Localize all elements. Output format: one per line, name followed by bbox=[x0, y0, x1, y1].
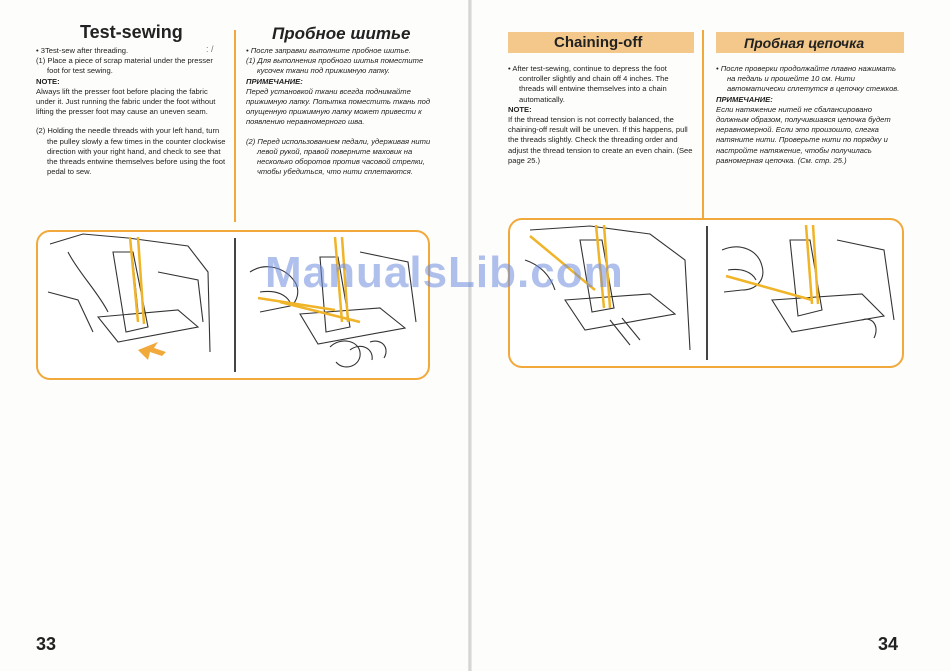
en-note-body: Always lift the presser foot before placing the fabric under it. Just running the fabric under the foot without lifting the presser foot may cause an uneven seam. bbox=[36, 86, 216, 117]
ru-step-1: (1) Для выполнения пробного шитья поместите кусочек ткани под прижимную лапку. bbox=[246, 56, 424, 76]
ru-note-heading: ПРИМЕЧАНИЕ: bbox=[246, 76, 303, 86]
ru-bullet: • После заправки выполните пробное шитье. bbox=[246, 46, 411, 55]
chaining-off-ru-title: Пробная цепочка bbox=[744, 35, 865, 51]
page-33 bbox=[0, 0, 470, 671]
ru-note-body: Перед установкой ткани всегда поднимайте прижимную лапку. Попытка поместить ткань под опущенную прижимную лапку может привести к появлению неравномерного шва. bbox=[246, 86, 431, 127]
illustration-separator-right bbox=[706, 226, 708, 360]
en-chain-note-heading: NOTE: bbox=[508, 104, 532, 114]
column-divider bbox=[234, 30, 236, 222]
stray-mark: : / bbox=[206, 44, 214, 54]
test-sewing-title: Test-sewing bbox=[80, 22, 183, 42]
column-divider-right bbox=[702, 30, 704, 222]
en-step-1: (1) Place a piece of scrap material under the presser foot for test sewing. bbox=[36, 56, 213, 76]
hand-pulling-chain-illustration bbox=[712, 220, 904, 368]
chaining-off-en-text bbox=[508, 64, 694, 166]
page-number-right: 34 bbox=[878, 634, 899, 654]
en-step-2: (2) Holding the needle threads with your left hand, turn the pulley slowly a few times in the counter clockwise direction with your right hand, and check to see that the threads entwine themselves before using the foot pedal to sew. bbox=[36, 126, 226, 177]
test-sewing-ru-text bbox=[246, 46, 432, 177]
ru-step-2: (2) Перед использованием педали, удерживая нити левой рукой, правой поверните маховик на несколько оборотов против часовой стрелки, чтобы убедиться, что нити сплетаются. bbox=[246, 136, 431, 177]
feed-arrow-icon bbox=[138, 342, 166, 360]
en-bullet: • 3Test-sew after threading. bbox=[36, 46, 129, 55]
chaining-off-ru-text bbox=[716, 64, 904, 166]
en-chain-bullet: • After test-sewing, continue to depress the foot controller slightly and chain off 4 inches. The threads will entwine themselves into a chain automatically. bbox=[508, 64, 669, 104]
page-34 bbox=[472, 0, 950, 671]
ru-chain-bullet: • После проверки продолжайте плавно нажимать на педаль и прошейте 10 см. Нити автоматически сплетутся в цепочку стежков. bbox=[716, 64, 900, 94]
chaining-off-title: Chaining-off bbox=[554, 34, 643, 51]
en-chain-note-body: If the thread tension is not correctly balanced, the chaining-off result will be uneven. If this happens, pull the threads slightly. Check the threading order and adjust the thread tension to create an even chain. (See page 25.) bbox=[508, 115, 693, 165]
en-note-heading: NOTE: bbox=[36, 76, 60, 86]
ru-chain-note-heading: ПРИМЕЧАНИЕ: bbox=[716, 94, 773, 104]
watermark-text: ManualsLib.com bbox=[265, 248, 624, 297]
illustration-separator bbox=[234, 238, 236, 372]
test-sewing-en-text bbox=[36, 46, 226, 177]
ru-chain-note-body: Если натяжение нитей не сбалансировано должным образом, получившаяся цепочка будет неравномерной. Если это произошло, слегка натяните нити. Проверьте нити по порядку и настройте натяжение, чтобы получилась равномерная цепочка. (См. стр. 25.) bbox=[716, 104, 891, 165]
test-sewing-ru-title: Пробное шитье bbox=[272, 24, 411, 43]
page-number-left: 33 bbox=[36, 634, 57, 654]
